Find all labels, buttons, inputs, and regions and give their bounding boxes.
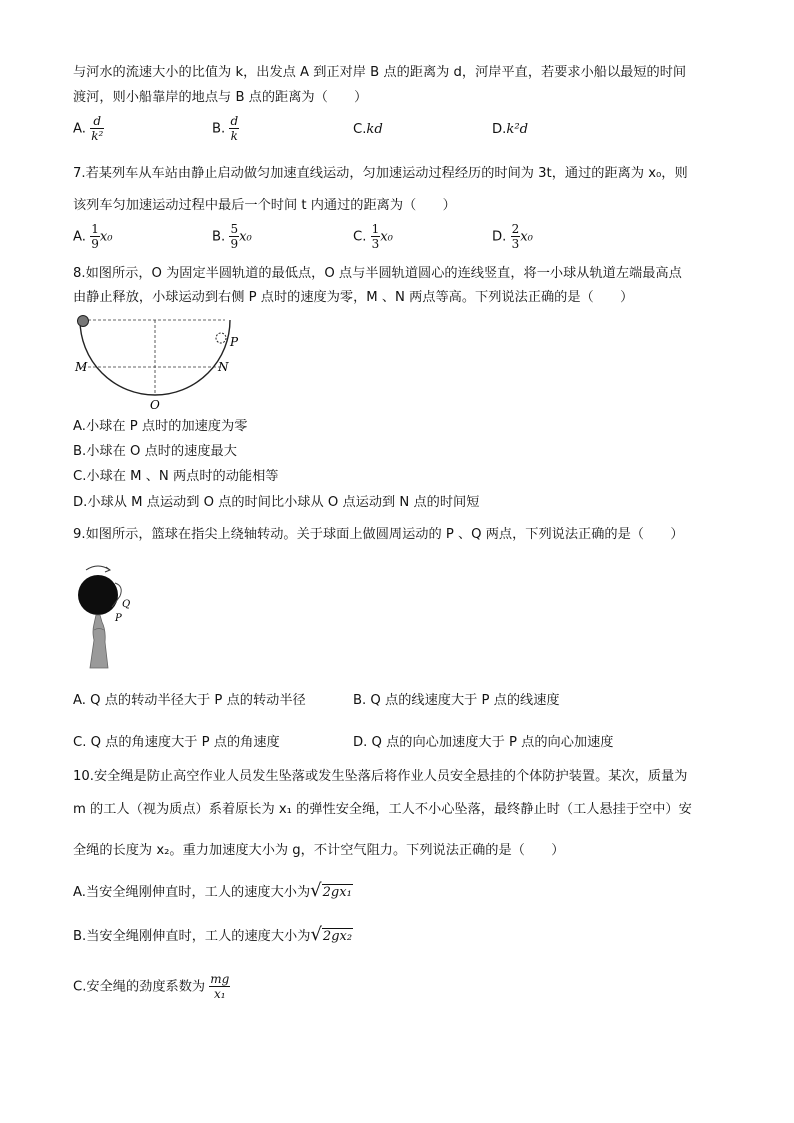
- denominator: 3: [371, 237, 380, 251]
- option-label: B.: [212, 121, 226, 137]
- option-label: D.: [492, 122, 507, 137]
- option-label: A.: [73, 121, 86, 137]
- label-o: O: [150, 398, 160, 412]
- basketball: [78, 575, 118, 615]
- option-text: C.安全绳的劲度系数为: [73, 979, 206, 995]
- variable: x₀: [99, 229, 113, 245]
- q9-line-1: 9.如图所示，篮球在指尖上绕轴转动。关于球面上做圆周运动的 P 、Q 两点，下列说法正确的是（ ）: [73, 527, 684, 542]
- fraction: [229, 222, 239, 251]
- q6-option-a: [73, 114, 104, 143]
- option-expression: k²d: [506, 122, 529, 137]
- label-q: Q: [122, 599, 131, 610]
- label-m: M: [75, 360, 88, 374]
- option-text: A.当安全绳刚伸直时，工人的速度大小为: [73, 885, 311, 900]
- q7-line-2: 该列车匀加速运动过程中最后一个时间 t 内通过的距离为（ ）: [73, 198, 456, 213]
- numerator: 1: [91, 222, 99, 236]
- q7-option-a: [73, 222, 113, 251]
- fraction: [90, 222, 100, 251]
- q10-option-b: [73, 926, 353, 946]
- numerator: 2: [511, 222, 520, 236]
- option-label: C.: [353, 122, 367, 137]
- denominator: 9: [230, 237, 239, 251]
- q6-line-2: 渡河，则小船靠岸的地点与 B 点的距离为（ ）: [73, 90, 368, 105]
- numerator: d: [230, 114, 239, 128]
- q9-option-d: D. Q 点的向心加速度大于 P 点的向心加速度: [353, 735, 614, 750]
- option-label: C.: [353, 229, 367, 245]
- option-text: B.当安全绳刚伸直时，工人的速度大小为: [73, 929, 311, 944]
- fraction: [229, 114, 239, 143]
- q10-option-a: [73, 882, 353, 902]
- q9-option-a: A. Q 点的转动半径大于 P 点的转动半径: [73, 693, 306, 708]
- q8-option-b: B.小球在 O 点时的速度最大: [73, 444, 237, 459]
- q6-option-c: [353, 121, 383, 139]
- variable: x₀: [380, 229, 393, 245]
- ball-at-p: [216, 333, 226, 343]
- denominator: 3: [511, 237, 520, 251]
- basketball-finger-figure: [72, 560, 142, 672]
- radicand: 2gx₂: [322, 929, 353, 944]
- q8-option-c: C.小球在 M 、N 两点时的动能相等: [73, 469, 279, 484]
- q10-line-3: 全绳的长度为 x₂。重力加速度大小为 g，不计空气阻力。下列说法正确的是（ ）: [73, 843, 565, 858]
- q6-option-b: [212, 114, 239, 143]
- q9-option-b: B. Q 点的线速度大于 P 点的线速度: [353, 693, 560, 708]
- option-label: B.: [212, 229, 226, 245]
- q6-option-d: [492, 121, 528, 139]
- q6-line-1: 与河水的流速大小的比值为 k，出发点 A 到正对岸 B 点的距离为 d，河岸平直，若要求小船以最短的时间: [73, 65, 687, 80]
- semicircle-track-figure: [70, 310, 250, 412]
- denominator: k: [230, 129, 238, 143]
- q7-line-1: 7.若某列车从车站由静止启动做匀加速直线运动，匀加速运动过程经历的时间为 3t，通过的距离为 x₀，则: [73, 166, 688, 181]
- q10-option-c: [73, 972, 230, 1001]
- q10-line-1: 10.安全绳是防止高空作业人员发生坠落或发生坠落后将作业人员安全悬挂的个体防护装置。某次，质量为: [73, 769, 688, 784]
- q10-line-2: m 的工人（视为质点）系着原长为 x₁ 的弹性安全绳，工人不小心坠落，最终静止时（工人悬挂于空中）安: [73, 802, 692, 817]
- numerator: d: [93, 114, 102, 128]
- label-n: N: [218, 360, 229, 374]
- fraction: [511, 222, 521, 251]
- denominator: 9: [91, 237, 99, 251]
- fraction: [90, 114, 104, 143]
- variable: x₀: [520, 229, 533, 245]
- fraction: [209, 972, 230, 1001]
- rotation-arrow: [86, 566, 110, 570]
- denominator: k²: [91, 129, 104, 143]
- denominator: x₁: [209, 986, 230, 1001]
- q9-option-c: C. Q 点的角速度大于 P 点的角速度: [73, 735, 280, 750]
- option-label: D.: [492, 229, 507, 245]
- fraction: [371, 222, 381, 251]
- square-root: √2gx₂: [310, 924, 353, 945]
- hand-finger: [90, 615, 108, 668]
- q7-option-c: [353, 222, 393, 251]
- q8-option-d: D.小球从 M 点运动到 O 点的时间比小球从 O 点运动到 N 点的时间短: [73, 495, 480, 510]
- q7-option-b: [212, 222, 252, 251]
- option-expression: kd: [366, 122, 383, 137]
- label-p: P: [230, 335, 239, 349]
- variable: x₀: [239, 229, 252, 245]
- q8-line-2: 由静止释放，小球运动到右侧 P 点时的速度为零，M 、N 两点等高。下列说法正确的是（ ）: [73, 290, 634, 305]
- numerator: 1: [371, 222, 380, 236]
- numerator: mg: [210, 972, 230, 986]
- ball-start: [78, 316, 89, 327]
- q7-option-d: [492, 222, 533, 251]
- numerator: 5: [230, 222, 239, 236]
- square-root: √2gx₁: [310, 880, 352, 901]
- radicand: 2gx₁: [322, 885, 352, 900]
- q8-line-1: 8.如图所示，O 为固定半圆轨道的最低点，O 点与半圆轨道圆心的连线竖直，将一小球从轨道左端最高点: [73, 266, 682, 281]
- label-p: P: [115, 613, 122, 624]
- option-label: A.: [73, 229, 86, 245]
- q8-option-a: A.小球在 P 点时的加速度为零: [73, 419, 248, 434]
